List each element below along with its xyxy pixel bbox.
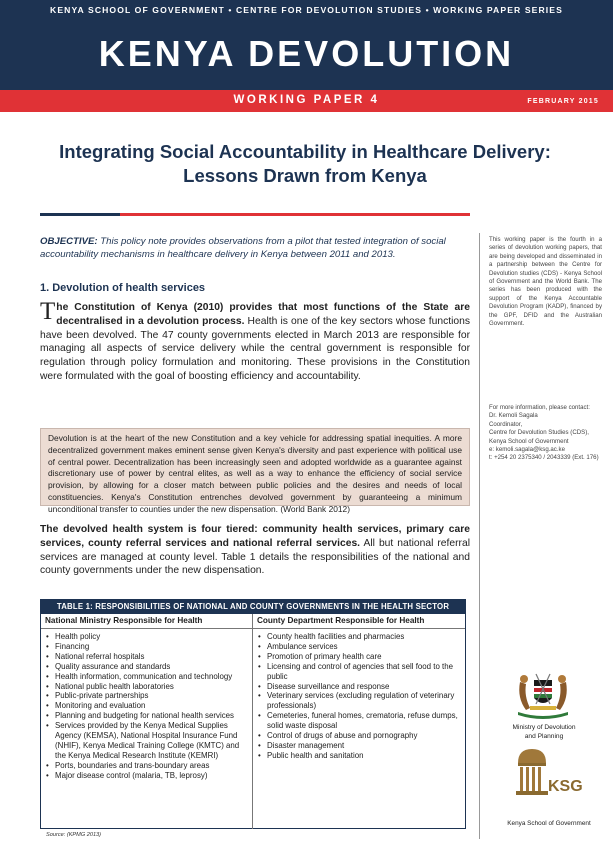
table-source: Source: (KPMG 2013) [46,832,102,838]
contact-phone: t: +254 20 2375340 / 2043339 (Ext. 176) [489,454,599,462]
section1-paragraph [40,298,470,384]
title-divider-red [120,213,470,216]
contact-org: Centre for Devolution Studies (CDS), [489,429,589,437]
objective-paragraph [40,236,470,261]
publication-title: KENYA DEVOLUTION [98,33,515,74]
county-item: • Veterinary services (excluding regulation of veterinary professionals) [267,691,461,711]
national-item: • Quality assurance and standards [55,662,248,672]
county-list [267,632,461,761]
objective-label: OBJECTIVE: [40,236,98,247]
tiers-lead: The devolved health system is four tiered: community health services, primary care services, county referral services and national referral services. [40,524,470,549]
ministry-line1: Ministry of Devolution [512,724,576,731]
tiers-paragraph [40,523,470,578]
ksg-logo-icon [508,745,583,805]
national-list [55,632,248,781]
section-heading: 1. Devolution of health services [40,282,206,294]
table-body [41,629,465,829]
sidebar-contact [489,404,609,463]
responsibilities-table [40,599,466,829]
national-item: • Planning and budgeting for national health services [55,711,248,721]
county-item: • Control of drugs of abuse and pornography [267,731,461,741]
series-line: KENYA SCHOOL OF GOVERNMENT • CENTRE FOR DEVOLUTION STUDIES • WORKING PAPER SERIES [50,5,563,15]
national-item: • National public health laboratories [55,682,248,692]
national-item: • Health information, communication and technology [55,672,248,682]
contact-role: Coordinator, [489,420,523,428]
county-item: • Public health and sanitation [267,751,461,761]
ministry-line2: and Planning [524,732,564,740]
national-item: • Ports, boundaries and trans-boundary areas [55,761,248,771]
working-paper-number: WORKING PAPER 4 [233,94,380,106]
national-item: • National referral hospitals [55,652,248,662]
contact-intro: For more information, please contact: [489,404,590,411]
ksg-logo-text: KSG [548,778,583,795]
county-column [253,629,465,829]
national-item: • Major disease control (malaria, TB, leprosy) [55,771,248,781]
ksg-name: Kenya School of Government [507,820,591,827]
county-item: • Promotion of primary health care [267,652,461,662]
table-header-national: National Ministry Responsible for Health [41,614,253,628]
drop-cap: T [40,298,56,325]
paper-title-line1: Integrating Social Accountability in Healthcare Delivery: [59,141,551,162]
title-divider-dark [40,213,120,216]
publication-date: FEBRUARY 2015 [527,98,599,105]
county-item: • County health facilities and pharmacies [267,632,461,642]
column-divider [479,233,480,839]
national-item: • Monitoring and evaluation [55,701,248,711]
quote-text: Devolution is at the heart of the new Constitution and a key vehicle for addressing spatial inequities. A more decentralized government makes eminent sense given Kenya's diversity and past experience with political use of central power. Decentralization has been increasingly seen and adopted worldwide as a guarantee against discretionary use of power by central elites, as well as a way to enhance the efficiency of social service provision, by allowing for a closer match between public policies and the desires and needs of local constituencies. Kenya's Constitution entrenches devolved government by guaranteeing a minimum unconditional transfer to counties under the new dispensation. (World Bank 2012) [48,433,462,514]
national-item: • Services provided by the Kenya Medical Supplies Agency (KEMSA), National Hospital Insurance Fund (NHIF), Kenya Medical Training College (KMTC) and the Kenya Medical Research Institute (KEMRI) [55,721,248,761]
national-column [41,629,253,829]
tiers-body: All but national referral services are managed at county level. Table 1 details the responsibilities of the national and county governments under the new dispensation. [40,537,470,577]
paper-title-line2: Lessons Drawn from Kenya [183,165,427,186]
objective-text: This policy note provides observations from a pilot that tested integration of social accountability mechanisms in healthcare delivery in Kenya between 2011 and 2013. [40,236,446,260]
paper-title [40,140,570,188]
ministry-caption [489,724,599,741]
contact-school: Kenya School of Government [489,437,569,445]
table-header-county: County Department Responsible for Health [257,616,425,625]
national-item: • Health policy [55,632,248,642]
sidebar-about: This working paper is the fourth in a series of devolution working papers, that are being developed and disseminated in a partnership between the Centre for Devolution studies (CDS) - Kenya School of Government and the World Bank. The series has been produced with the support of the Kenya Accountable Devolution Program (KADP), financed by the GPF, DFID and the Australian Government. [489,236,602,328]
section1-lead: he Constitution of Kenya (2010) provides that most functions of the State are decentralised in a devolution process. [56,302,470,327]
coat-of-arms-icon [514,668,572,720]
contact-email[interactable]: e: kemoli.sagala@ksg.ac.ke [489,446,565,454]
national-item: • Financing [55,642,248,652]
county-item: • Ambulance services [267,642,461,652]
table-caption: TABLE 1: RESPONSIBILITIES OF NATIONAL AND COUNTY GOVERNMENTS IN THE HEALTH SECTOR [41,600,465,614]
county-item: • Disease surveillance and response [267,682,461,692]
table-header-row [41,614,465,629]
section1-body: Health is one of the key sectors whose functions have been devolved. The 47 county governments elected in March 2013 are responsible for managing all aspects of service delivery while the central government is responsible for regulation through policy formulation and monitoring. These provisions in the Constitution were formulated with the goal of boosting efficiency and accountability. [40,315,470,382]
county-item: • Cemeteries, funeral homes, crematoria, refuse dumps, solid waste disposal [267,711,461,731]
national-item: • Public-private partnerships [55,691,248,701]
contact-name: Dr. Kemoli Sagala [489,412,538,420]
county-item: • Disaster management [267,741,461,751]
county-item: • Licensing and control of agencies that sell food to the public [267,662,461,682]
quote-box [40,428,470,514]
